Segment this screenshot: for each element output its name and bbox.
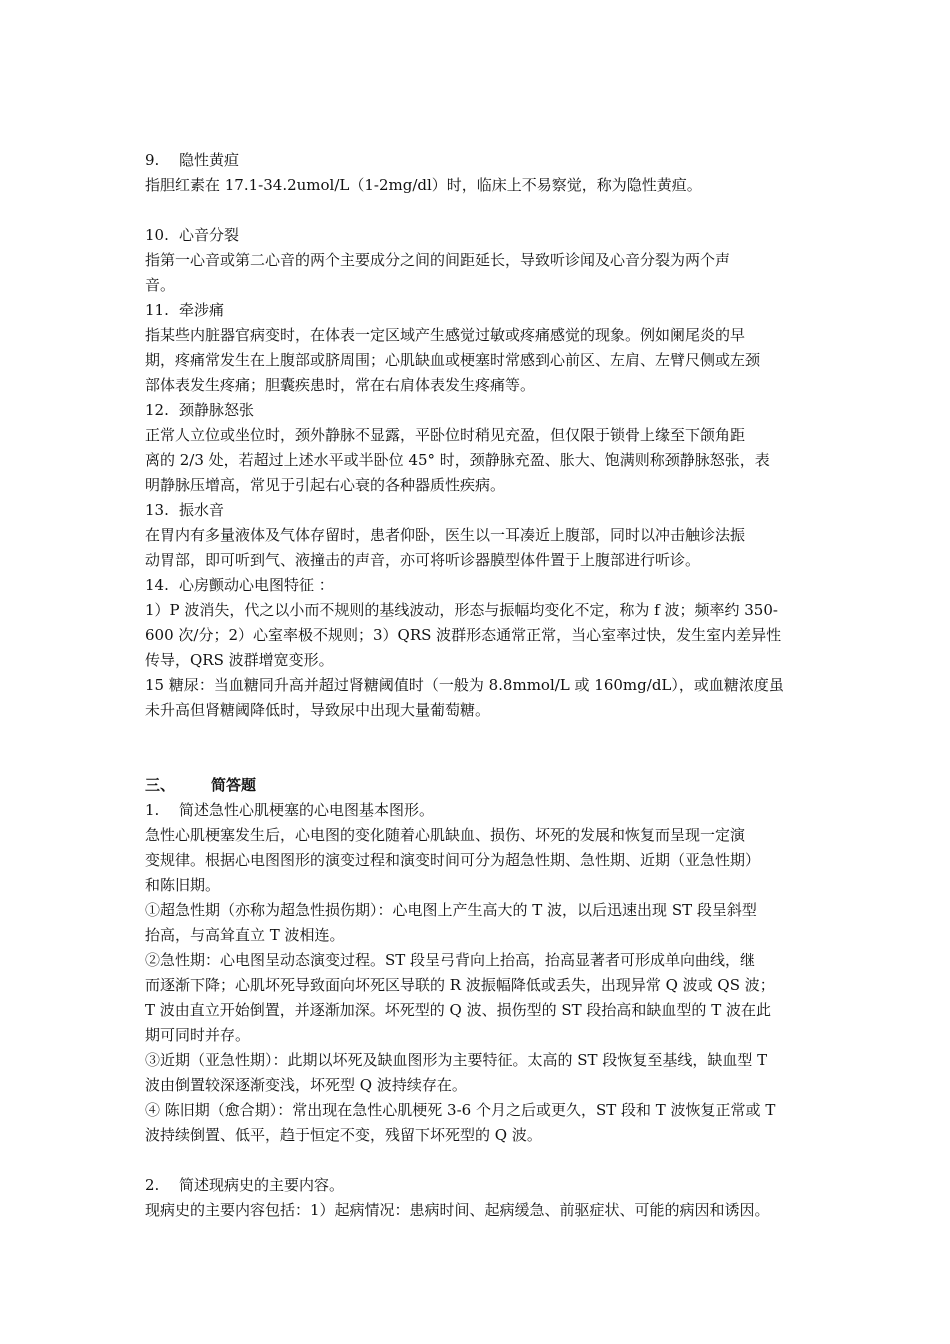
text-line: 在胃内有多量液体及气体存留时，患者仰卧，医生以一耳凑近上腹部，同时以冲击触诊法振 xyxy=(145,526,746,544)
term-heading xyxy=(145,573,817,598)
paragraph xyxy=(145,173,817,198)
text-line: 600 次/分；2）心室率极不规则；3）QRS 波群形态通常正常，当心室率过快，发生室内差异性 xyxy=(145,626,782,644)
text-line: 而逐渐下降；心肌坏死导致面向坏死区导联的 R 波振幅降低或丢失，出现异常 Q 波或 QS 波； xyxy=(145,976,775,994)
paragraph xyxy=(145,1098,817,1148)
text-line: 波持续倒置、低平，趋于恒定不变，残留下坏死型的 Q 波。 xyxy=(145,1126,542,1144)
paragraph xyxy=(145,1198,817,1223)
text-line: 现病史的主要内容包括：1）起病情况：患病时间、起病缓急、前驱症状、可能的病因和诱因。 xyxy=(145,1201,770,1219)
term-heading xyxy=(145,223,817,248)
paragraph xyxy=(145,423,817,498)
blank-line xyxy=(145,198,817,223)
heading-title: 牵涉痛 xyxy=(179,301,225,319)
text-line: 和陈旧期。 xyxy=(145,876,221,894)
term-heading xyxy=(145,148,817,173)
heading-title: 心音分裂 xyxy=(179,226,240,244)
text-line: 明静脉压增高，常见于引起右心衰的各种器质性疾病。 xyxy=(145,476,506,494)
document-body xyxy=(145,148,817,1223)
text-line: 正常人立位或坐位时，颈外静脉不显露，平卧位时稍见充盈，但仅限于锁骨上缘至下颌角距 xyxy=(145,426,746,444)
heading-title: 振水音 xyxy=(179,501,225,519)
blank-line xyxy=(145,723,817,748)
heading-title: 颈静脉怒张 xyxy=(179,401,255,419)
text-line: 未升高但肾糖阈降低时，导致尿中出现大量葡萄糖。 xyxy=(145,701,491,719)
paragraph xyxy=(145,673,817,723)
text-line: ④ 陈旧期（愈合期）：常出现在急性心肌梗死 3-6 个月之后或更久，ST 段和 T 波恢复正常或 T xyxy=(145,1101,776,1119)
text-line: 指胆红素在 17.1-34.2umol/L（1-2mg/dl）时，临床上不易察觉，称为隐性黄疸。 xyxy=(145,176,702,194)
text-line: 传导，QRS 波群增宽变形。 xyxy=(145,651,334,669)
term-heading xyxy=(145,798,817,823)
heading-number: 1. xyxy=(145,801,160,819)
heading-number: 2. xyxy=(145,1176,160,1194)
text-line: 15 糖尿：当血糖同升高并超过肾糖阈值时（一般为 8.8mmol/L 或 160mg/dL），或血糖浓度虽 xyxy=(145,676,784,694)
paragraph xyxy=(145,523,817,573)
text-line: ②急性期：心电图呈动态演变过程。ST 段呈弓背向上抬高，抬高显著者可形成单向曲线，继 xyxy=(145,951,756,969)
paragraph xyxy=(145,1048,817,1098)
text-line: 部体表发生疼痛；胆囊疾患时，常在右肩体表发生疼痛等。 xyxy=(145,376,536,394)
heading-number: 11. xyxy=(145,301,169,319)
term-heading xyxy=(145,398,817,423)
heading-number: 10. xyxy=(145,226,169,244)
paragraph xyxy=(145,323,817,398)
text-line: T 波由直立开始倒置，并逐渐加深。坏死型的 Q 波、损伤型的 ST 段抬高和缺血型的 T 波在此 xyxy=(145,1001,771,1019)
text-line: 波由倒置较深逐渐变浅，坏死型 Q 波持续存在。 xyxy=(145,1076,467,1094)
heading-number: 13. xyxy=(145,501,169,519)
text-line: 期可同时并存。 xyxy=(145,1026,251,1044)
text-line: 急性心肌梗塞发生后，心电图的变化随着心肌缺血、损伤、坏死的发展和恢复而呈现一定演 xyxy=(145,826,746,844)
text-line: ①超急性期（亦称为超急性损伤期）：心电图上产生高大的 T 波，以后迅速出现 ST 段呈斜型 xyxy=(145,901,757,919)
heading-title: 简答题 xyxy=(211,776,257,794)
term-heading xyxy=(145,298,817,323)
heading-title: 隐性黄疸 xyxy=(179,151,240,169)
heading-number: 三、 xyxy=(145,776,176,794)
text-line: 1）P 波消失，代之以小而不规则的基线波动，形态与振幅均变化不定，称为 f 波；频率约 350- xyxy=(145,601,778,619)
heading-number: 14. xyxy=(145,576,169,594)
paragraph xyxy=(145,598,817,673)
text-line: 期，疼痛常发生在上腹部或脐周围；心肌缺血或梗塞时常感到心前区、左肩、左臂尺侧或左颈 xyxy=(145,351,761,369)
paragraph xyxy=(145,823,817,898)
text-line: 离的 2/3 处，若超过上述水平或半卧位 45° 时，颈静脉充盈、胀大、饱满则称颈静脉怒张，表 xyxy=(145,451,770,469)
term-heading xyxy=(145,498,817,523)
heading-number: 9. xyxy=(145,151,160,169)
text-line: 音。 xyxy=(145,276,176,294)
paragraph xyxy=(145,898,817,948)
paragraph xyxy=(145,248,817,298)
text-line: 变规律。根据心电图图形的演变过程和演变时间可分为超急性期、急性期、近期（亚急性期） xyxy=(145,851,761,869)
heading-number: 12. xyxy=(145,401,169,419)
heading-title: 简述现病史的主要内容。 xyxy=(179,1176,345,1194)
text-line: 指第一心音或第二心音的两个主要成分之间的间距延长，导致听诊闻及心音分裂为两个声 xyxy=(145,251,731,269)
text-line: 抬高，与高耸直立 T 波相连。 xyxy=(145,926,345,944)
text-line: 动胃部，即可听到气、液撞击的声音，亦可将听诊器膜型体件置于上腹部进行听诊。 xyxy=(145,551,701,569)
section-heading xyxy=(145,773,817,798)
term-heading xyxy=(145,1173,817,1198)
blank-line xyxy=(145,748,817,773)
text-line: 指某些内脏器官病变时，在体表一定区域产生感觉过敏或疼痛感觉的现象。例如阑尾炎的早 xyxy=(145,326,746,344)
heading-title: 简述急性心肌梗塞的心电图基本图形。 xyxy=(179,801,435,819)
blank-line xyxy=(145,1148,817,1173)
heading-title: 心房颤动心电图特征 ： xyxy=(179,576,334,594)
paragraph xyxy=(145,948,817,1048)
text-line: ③近期（亚急性期）：此期以坏死及缺血图形为主要特征。太高的 ST 段恢复至基线，缺血型 T xyxy=(145,1051,768,1069)
